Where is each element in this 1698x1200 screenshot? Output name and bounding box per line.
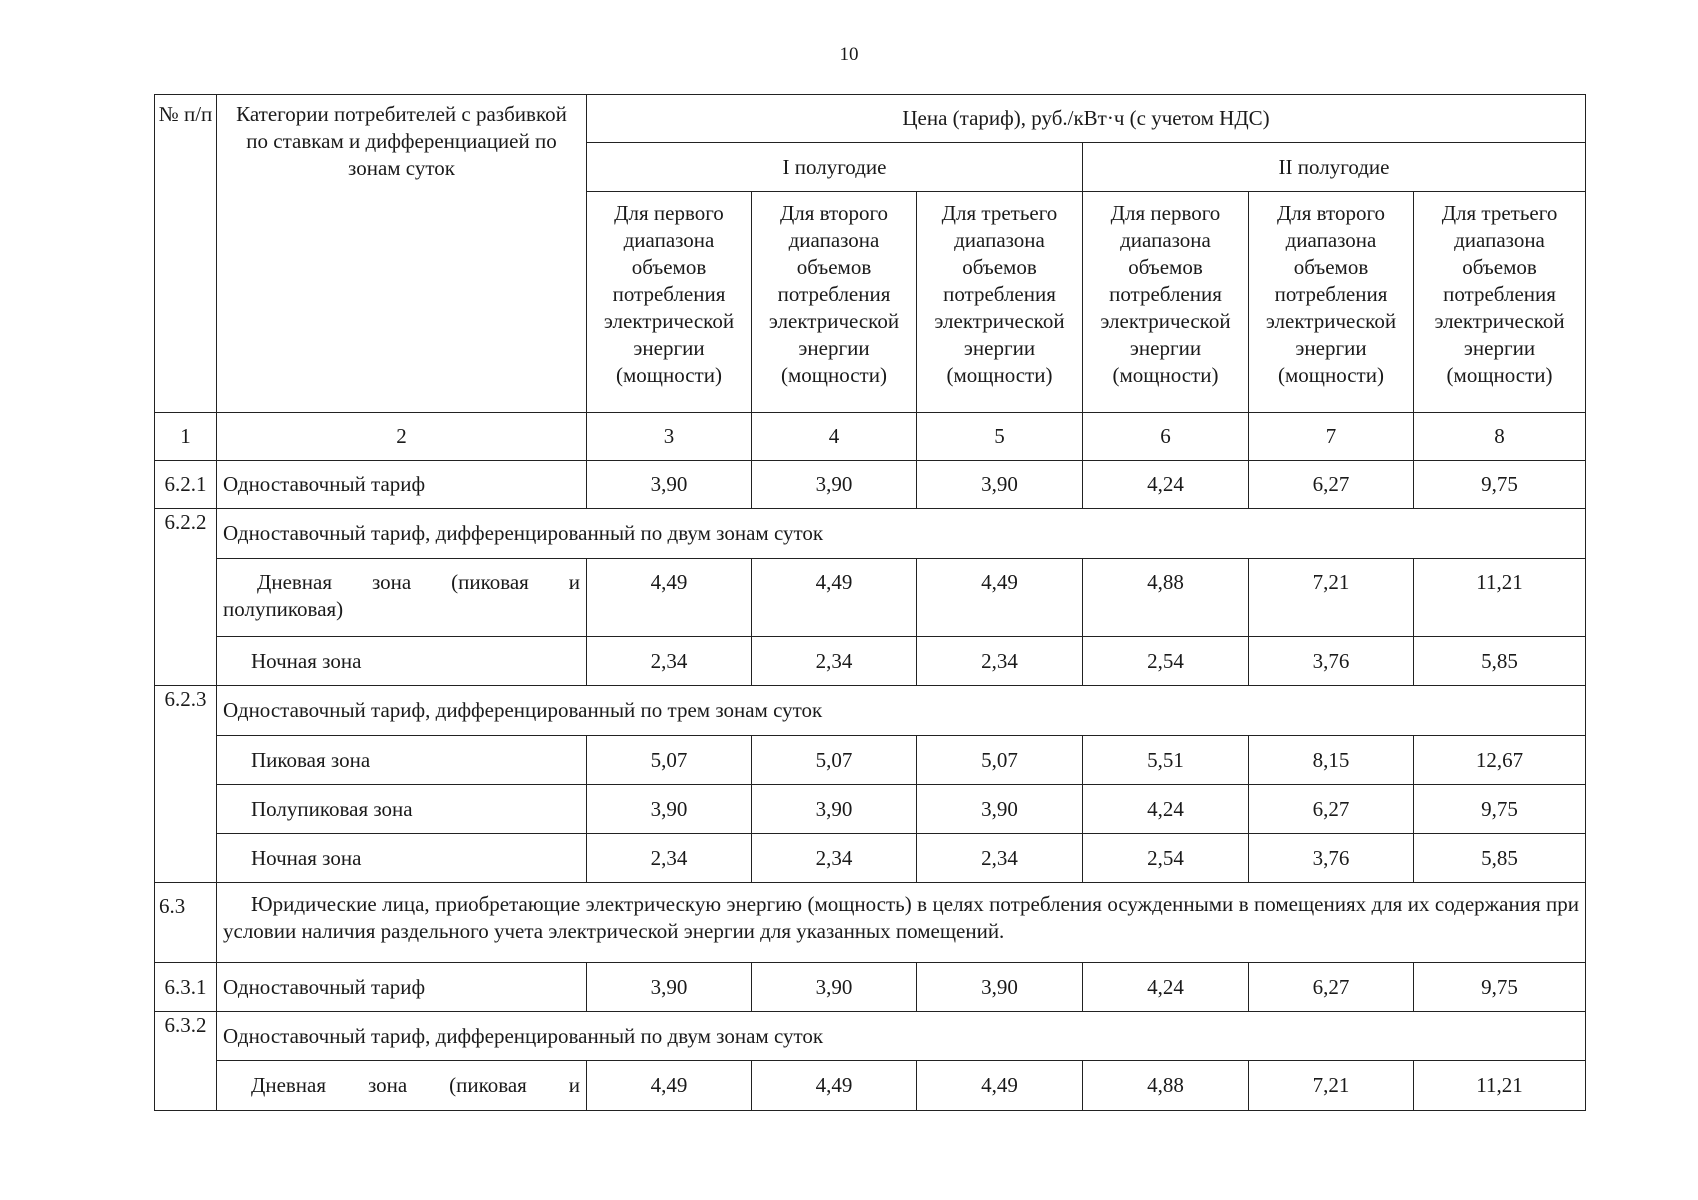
zone-label-line: Дневная зона (пиковая и (257, 570, 580, 594)
column-number: 3 (587, 413, 752, 461)
tariff-value: 5,07 (917, 736, 1083, 785)
tariff-value: 2,34 (917, 834, 1083, 883)
tariff-value: 3,90 (917, 963, 1083, 1012)
row-label: Одноставочный тариф, дифференцированный по двум зонам суток (217, 509, 1586, 559)
tariff-value: 2,54 (1083, 834, 1249, 883)
column-number: 4 (752, 413, 917, 461)
table-row (155, 1012, 1586, 1061)
tariff-value: 4,49 (752, 1061, 917, 1111)
tariff-value: 4,49 (587, 559, 752, 637)
row-label: Одноставочный тариф, дифференцированный по двум зонам суток (217, 1012, 1586, 1061)
tariff-value: 4,88 (1083, 559, 1249, 637)
column-number: 5 (917, 413, 1083, 461)
tariff-value: 2,34 (752, 637, 917, 686)
tariff-value: 2,54 (1083, 637, 1249, 686)
tariff-value: 9,75 (1414, 785, 1586, 834)
row-label (217, 559, 587, 637)
row-label: Ночная зона (217, 637, 587, 686)
row-label: Одноставочный тариф, дифференцированный по трем зонам суток (217, 686, 1586, 736)
table-row (155, 963, 1586, 1012)
tariff-value: 4,49 (587, 1061, 752, 1111)
tariff-value: 5,51 (1083, 736, 1249, 785)
row-number: 6.2.2 (155, 509, 217, 686)
tariff-value: 3,90 (587, 785, 752, 834)
tariff-value: 6,27 (1249, 963, 1414, 1012)
page-number: 10 (839, 44, 859, 65)
row-label: Полупиковая зона (217, 785, 587, 834)
tariff-value: 8,15 (1249, 736, 1414, 785)
table-row (155, 637, 1586, 686)
tariff-value: 4,88 (1083, 1061, 1249, 1111)
header-half-1: I полугодие (587, 143, 1083, 192)
header-half-2: II полугодие (1083, 143, 1586, 192)
zone-label-line: полупиковая) (223, 597, 344, 621)
row-number: 6.2.1 (155, 461, 217, 509)
column-number: 2 (217, 413, 587, 461)
row-label (217, 1061, 587, 1111)
tariff-value: 11,21 (1414, 559, 1586, 637)
table-row (155, 1061, 1586, 1111)
tariff-value: 3,90 (752, 461, 917, 509)
tariff-value: 3,90 (752, 785, 917, 834)
column-number: 7 (1249, 413, 1414, 461)
tariff-value: 6,27 (1249, 785, 1414, 834)
table-row (155, 736, 1586, 785)
row-label: Ночная зона (217, 834, 587, 883)
header-range: Для третьего диапазона объемов потребления электрической энергии (мощности) (1414, 192, 1586, 413)
table-row (155, 785, 1586, 834)
table-row (155, 509, 1586, 559)
tariff-value: 3,90 (587, 461, 752, 509)
tariff-value: 4,24 (1083, 461, 1249, 509)
header-num: № п/п (155, 95, 217, 413)
tariff-value: 4,49 (917, 1061, 1083, 1111)
header-range: Для третьего диапазона объемов потребления электрической энергии (мощности) (917, 192, 1083, 413)
table-row (155, 559, 1586, 637)
header-range: Для первого диапазона объемов потребления электрической энергии (мощности) (587, 192, 752, 413)
tariff-value: 6,27 (1249, 461, 1414, 509)
row-label: Одноставочный тариф (217, 461, 587, 509)
tariff-value: 5,85 (1414, 834, 1586, 883)
column-number: 1 (155, 413, 217, 461)
column-numbers-row (155, 413, 1586, 461)
table-row (155, 883, 1586, 963)
table-row (155, 834, 1586, 883)
row-number: 6.3.1 (155, 963, 217, 1012)
tariff-value: 4,49 (917, 559, 1083, 637)
tariff-value: 11,21 (1414, 1061, 1586, 1111)
header-range: Для второго диапазона объемов потребления электрической энергии (мощности) (752, 192, 917, 413)
tariff-value: 3,90 (587, 963, 752, 1012)
tariff-value: 12,67 (1414, 736, 1586, 785)
tariff-value: 9,75 (1414, 461, 1586, 509)
row-label (217, 883, 1586, 963)
tariff-value: 2,34 (752, 834, 917, 883)
header-category: Категории потребителей с разбивкой по ставкам и дифференциацией по зонам суток (217, 95, 587, 413)
tariff-value: 4,24 (1083, 785, 1249, 834)
tariff-value: 7,21 (1249, 559, 1414, 637)
tariff-value: 2,34 (587, 834, 752, 883)
row-number: 6.3 (155, 883, 217, 963)
table-row (155, 461, 1586, 509)
tariff-value: 5,85 (1414, 637, 1586, 686)
column-number: 6 (1083, 413, 1249, 461)
tariff-value: 3,76 (1249, 834, 1414, 883)
tariff-value: 7,21 (1249, 1061, 1414, 1111)
tariff-value: 4,49 (752, 559, 917, 637)
row-number: 6.3.2 (155, 1012, 217, 1111)
column-number: 8 (1414, 413, 1586, 461)
header-range: Для первого диапазона объемов потребления электрической энергии (мощности) (1083, 192, 1249, 413)
tariff-value: 3,90 (752, 963, 917, 1012)
row-number: 6.2.3 (155, 686, 217, 883)
tariff-value: 4,24 (1083, 963, 1249, 1012)
tariff-value: 2,34 (587, 637, 752, 686)
zone-label-line: Дневная зона (пиковая и (251, 1073, 580, 1097)
header-price-title: Цена (тариф), руб./кВт·ч (с учетом НДС) (587, 95, 1586, 143)
row-label: Одноставочный тариф (217, 963, 587, 1012)
header-range: Для второго диапазона объемов потребления электрической энергии (мощности) (1249, 192, 1414, 413)
tariff-value: 2,34 (917, 637, 1083, 686)
tariff-value: 3,90 (917, 785, 1083, 834)
tariff-value: 3,90 (917, 461, 1083, 509)
tariff-table (154, 94, 1586, 1111)
tariff-value: 5,07 (752, 736, 917, 785)
section-description: Юридические лица, приобретающие электрическую энергию (мощность) в целях потребления осужденными в помещениях для их содержания при условии наличия раздельного учета электрической энергии для указанных помещений. (223, 892, 1580, 943)
tariff-value: 3,76 (1249, 637, 1414, 686)
row-label: Пиковая зона (217, 736, 587, 785)
tariff-value: 5,07 (587, 736, 752, 785)
table-row (155, 686, 1586, 736)
tariff-value: 9,75 (1414, 963, 1586, 1012)
